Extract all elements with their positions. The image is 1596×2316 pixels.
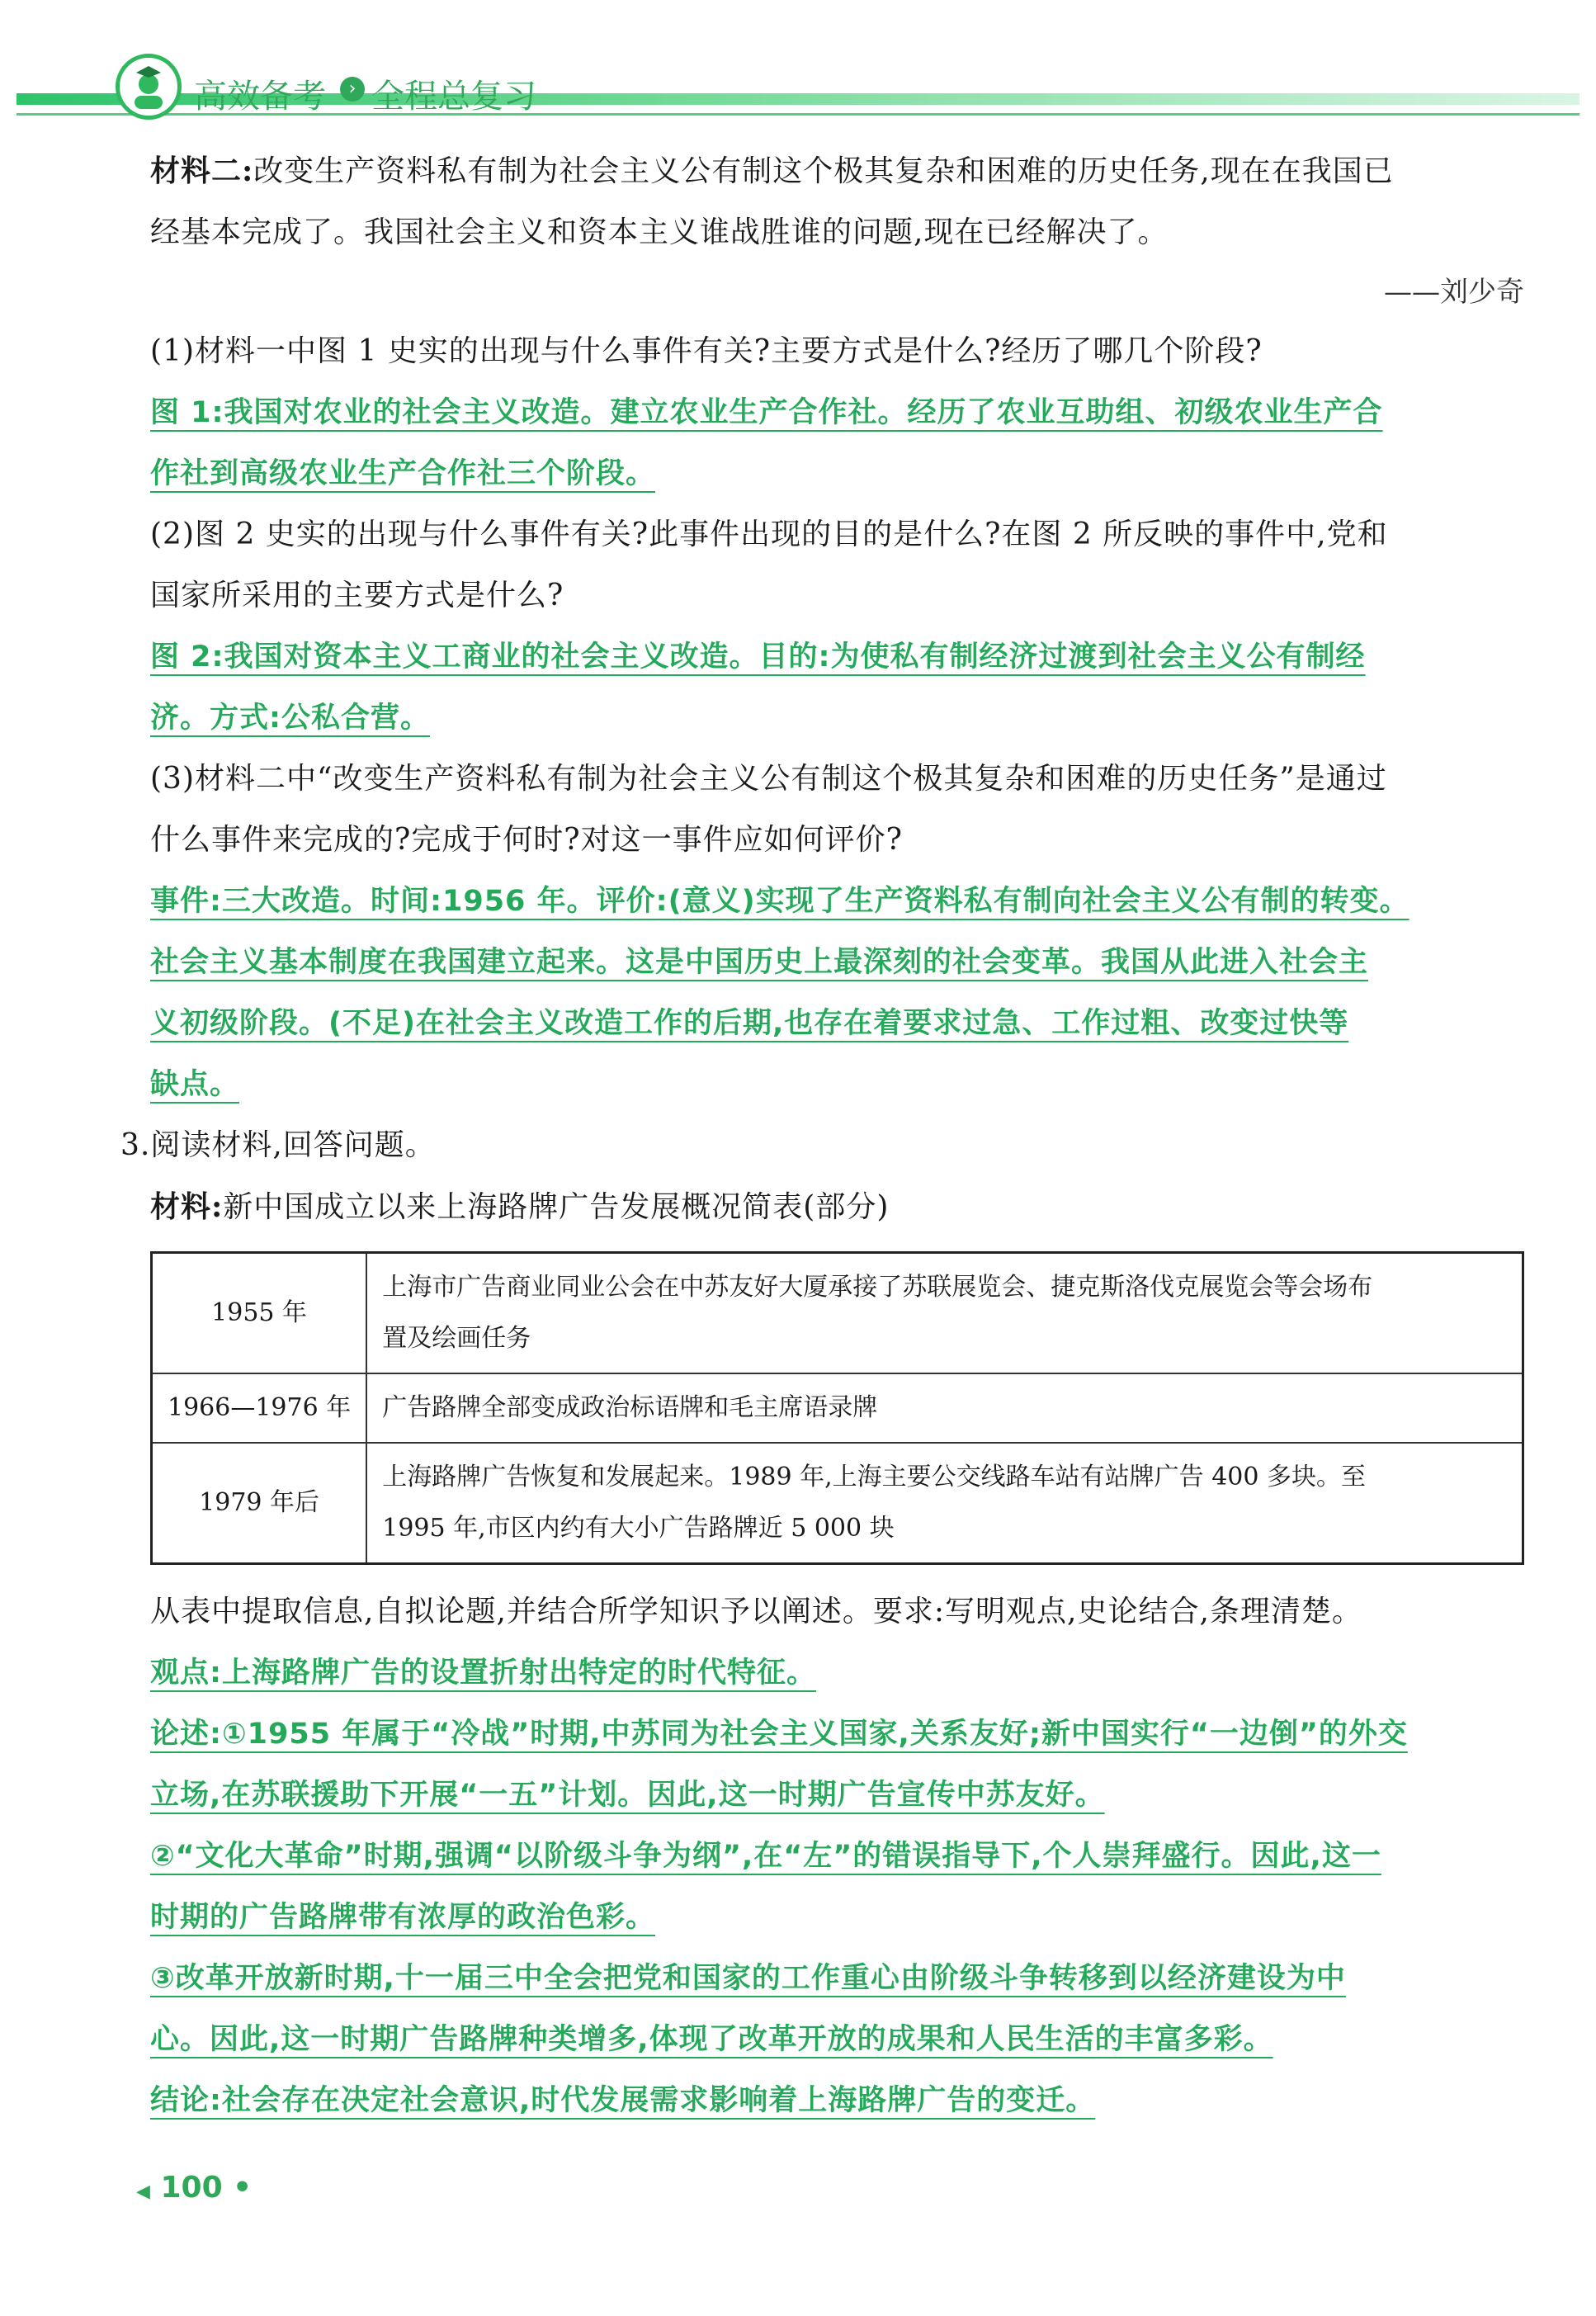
problem3-instruction: 从表中提取信息,自拟论题,并结合所学知识予以阐述。要求:写明观点,史论结合,条理清楚。 [150, 1595, 1362, 1628]
q3-answer-line1: 事件:三大改造。时间:1956 年。评价:(意义)实现了生产资料私有制向社会主义公有制的转变。 [150, 885, 1409, 918]
material2-attribution: ——刘少奇 [1384, 276, 1524, 309]
answer-arg3-line1: ③改革开放新时期,十一届三中全会把党和国家的工作重心由阶级斗争转移到以经济建设为中 [150, 1962, 1346, 1995]
material2-label: 材料二: [150, 154, 254, 188]
material-label: 材料: [150, 1189, 224, 1224]
q3-question-line1: (3)材料二中“改变生产资料私有制为社会主义公有制这个极其复杂和困难的历史任务”是通过 [150, 762, 1387, 796]
q3-answer-line3: 义初级阶段。(不足)在社会主义改造工作的后期,也存在着要求过急、工作过粗、改变过快等 [150, 1007, 1349, 1040]
answer-arg1-line2: 立场,在苏联援助下开展“一五”计划。因此,这一时期广告宣传中苏友好。 [150, 1779, 1105, 1812]
ad-history-table [150, 1251, 1524, 1565]
q3-question-line2: 什么事件来完成的?完成于何时?对这一事件应如何评价? [150, 823, 903, 857]
problem3-stem: 3.阅读材料,回答问题。 [120, 1128, 436, 1162]
q1-answer-line1: 图 1:我国对农业的社会主义改造。建立农业生产合作社。经历了农业互助组、初级农业生产合 [150, 396, 1383, 429]
table-desc-cell: 上海路牌广告恢复和发展起来。1989 年,上海主要公交线路车站有站牌广告 400 多块。至 1995 年,市区内约有大小广告路牌近 5 000 块 [366, 1443, 1523, 1564]
page-content [120, 140, 1524, 2131]
q2-answer-line1: 图 2:我国对资本主义工商业的社会主义改造。目的:为使私有制经济过渡到社会主义公有制经 [150, 640, 1366, 674]
material-title: 新中国成立以来上海路牌广告发展概况简表(部分) [223, 1190, 890, 1224]
q2-question-line1: (2)图 2 史实的出现与什么事件有关?此事件出现的目的是什么?在图 2 所反映的事件中,党和 [150, 518, 1388, 551]
table-row [152, 1253, 1523, 1374]
material2-line2: 经基本完成了。我国社会主义和资本主义谁战胜谁的问题,现在已经解决了。 [150, 215, 1169, 249]
problem3-material [150, 1176, 1524, 1238]
material2-line1 [150, 140, 1524, 202]
answer-arg3-line2: 心。因此,这一时期广告路牌种类增多,体现了改革开放的成果和人民生活的丰富多彩。 [150, 2023, 1273, 2056]
q2-answer-line2: 济。方式:公私合营。 [150, 702, 430, 735]
answer-arg2-line1: ②“文化大革命”时期,强调“以阶级斗争为纲”,在“左”的错误指导下,个人崇拜盛行。因此,这一 [150, 1840, 1381, 1873]
answer-conclusion: 结论:社会存在决定社会意识,时代发展需求影响着上海路牌广告的变迁。 [150, 2084, 1096, 2117]
q1-answer-line2: 作社到高级农业生产合作社三个阶段。 [150, 457, 656, 490]
q3-answer-line4: 缺点。 [150, 1068, 240, 1101]
answer-arg2-line2: 时期的广告路牌带有浓厚的政治色彩。 [150, 1901, 656, 1934]
triangle-left-icon: ◀ [136, 2181, 150, 2202]
table-row [152, 1443, 1523, 1564]
header-subtitle: 全程总复习 [371, 78, 536, 116]
table-year-cell: 1979 年后 [152, 1443, 367, 1564]
table-year-cell: 1955 年 [152, 1253, 367, 1374]
dot-icon: • [233, 2171, 253, 2205]
table-year-cell: 1966—1976 年 [152, 1373, 367, 1443]
q1-question: (1)材料一中图 1 史实的出现与什么事件有关?主要方式是什么?经历了哪几个阶段? [150, 334, 1263, 368]
table-desc-cell: 广告路牌全部变成政治标语牌和毛主席语录牌 [366, 1373, 1523, 1443]
answer-arg1-line1: 论述:①1955 年属于“冷战”时期,中苏同为社会主义国家,关系友好;新中国实行“一边倒”的外交 [150, 1718, 1408, 1751]
q2-question-line2: 国家所采用的主要方式是什么? [150, 579, 564, 612]
arrow-right-icon: › [340, 77, 365, 102]
answer-view: 观点:上海路牌广告的设置折射出特定的时代特征。 [150, 1657, 816, 1690]
table-desc-cell: 上海市广告商业同业公会在中苏友好大厦承接了苏联展览会、捷克斯洛伐克展览会等会场布 置及绘画任务 [366, 1253, 1523, 1374]
page-header [17, 45, 1579, 128]
header-title: 高效备考 [194, 78, 326, 116]
student-logo-icon [116, 54, 182, 120]
material2-text1: 改变生产资料私有制为社会主义公有制这个极其复杂和困难的历史任务,现在在我国已 [253, 154, 1394, 188]
q3-answer-line2: 社会主义基本制度在我国建立起来。这是中国历史上最深刻的社会变革。我国从此进入社会主 [150, 946, 1369, 979]
table-row [152, 1373, 1523, 1443]
page-number: ◀ 100 • [136, 2171, 253, 2205]
